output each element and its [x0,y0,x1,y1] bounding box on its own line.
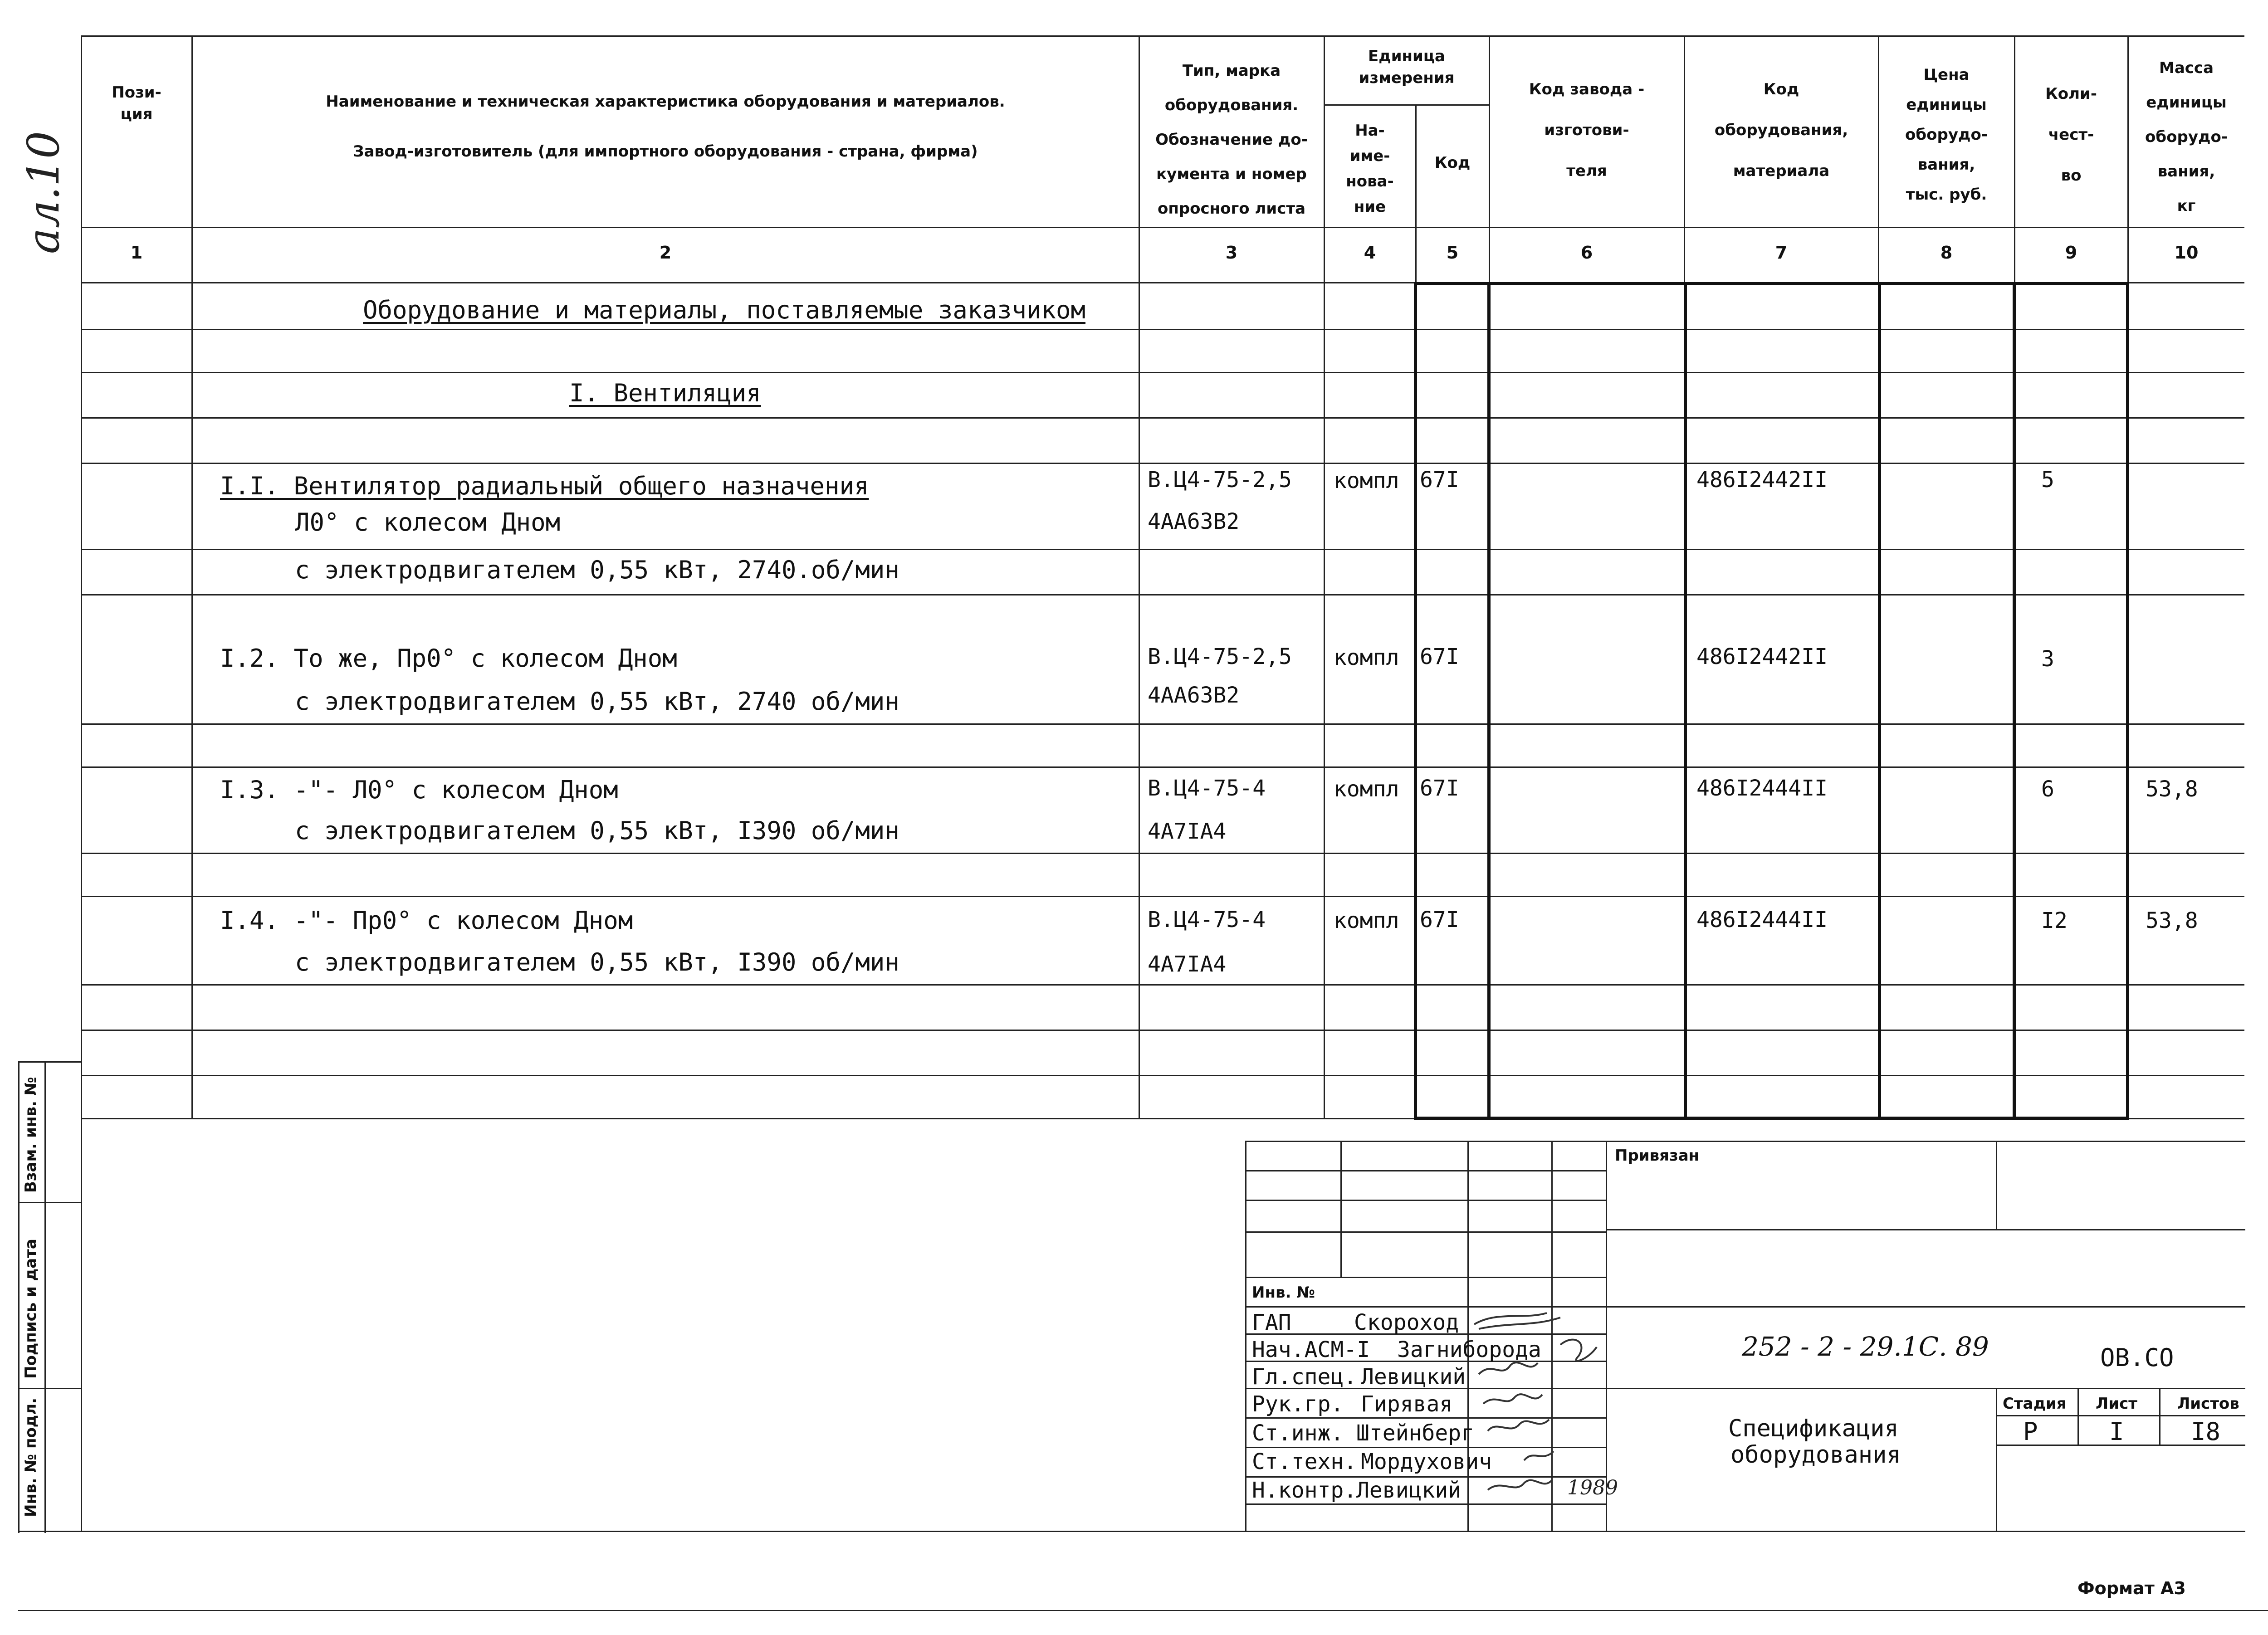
header-name-line1: Наименование и техническая характеристика оборудования и материалов. [326,93,1005,111]
thick-border [2013,282,2016,1120]
tb-right-h [1996,1415,2245,1416]
tb-grid-h [1245,1231,1606,1233]
item-line: с электродвигателем 0,55 кВт, I390 об/мин [295,948,899,976]
tb-right-v [1996,1388,1997,1532]
tb-sheets: I8 [2191,1417,2221,1446]
row-line [81,417,2244,419]
signer-name: Левицкий [1361,1364,1466,1390]
row-line [81,463,2244,464]
row-line [81,329,2244,330]
tb-sheets-label: Листов [2177,1395,2239,1413]
item-mass: 53,8 [2146,776,2198,802]
header-unit-group: Единица измерения [1359,47,1455,87]
row-line [81,766,2244,768]
item-equip-code: 486I2442II [1696,467,1828,493]
signer-name: Мордухович [1361,1449,1492,1474]
tb-doc-title-1: Спецификация [1728,1415,1899,1442]
header-equip-code: Код оборудования, материала [1714,80,1848,180]
thick-border-top [1415,282,2127,285]
header-position: Пози- ция [112,83,161,123]
header-type: Тип, марка оборудования. Обозначение до- кумента и номер опросного листа [1155,62,1308,218]
item-unit: компл [1334,776,1399,802]
signer-name: Штейнберг [1356,1420,1475,1446]
row-line [81,372,2244,373]
signer-name: Левицкий [1356,1478,1461,1503]
item-type: 4А7IА4 [1148,952,1227,977]
tb-top [1245,1141,2245,1142]
header-name-line2: Завод-изготовитель (для импортного оборудования - страна, фирма) [353,142,978,161]
item-line: I.4. -"- Пр0° с колесом Дном [220,906,633,935]
item-unit: компл [1334,908,1399,933]
item-mass: 53,8 [2146,908,2198,933]
side-stamp-divider [44,1061,46,1533]
colnum-10: 10 [2174,243,2199,263]
signer-role: Ст.техн. [1252,1449,1357,1474]
tb-right-h [1606,1229,2245,1230]
header-maker-code: Код завода - изготови- теля [1529,80,1645,180]
tb-inv-no: Инв. № [1252,1284,1315,1302]
signer-role: Н.контр. [1252,1478,1357,1503]
tb-grid-v [1606,1141,1607,1531]
tb-grid-h [1245,1170,1606,1171]
subsection-title: I. Вентиляция [569,379,761,407]
item-unit-code: 67I [1420,907,1459,932]
item-line: с электродвигателем 0,55 кВт, 2740.об/мин [295,556,899,584]
side-stamp-top [18,1061,82,1063]
header-unit-code: Код [1434,154,1471,172]
side-stamp-left [18,1061,20,1533]
side-label-vzam: Взам. инв. № [22,1077,40,1193]
side-stamp-row [18,1202,82,1203]
colnum-1: 1 [130,243,143,263]
format-label: Формат А3 [2077,1578,2186,1598]
item-unit-code: 67I [1420,776,1459,801]
row-line [81,853,2244,854]
section-title: Оборудование и материалы, поставляемые заказчиком [363,296,1086,324]
signer-role: Нач.АСМ-I [1252,1337,1370,1362]
item-unit: компл [1334,468,1399,493]
item-type: В.Ц4-75-4 [1148,776,1266,801]
signer-name: Загниборода [1397,1337,1541,1362]
tb-sheet: I [2109,1417,2124,1446]
row-line [81,896,2244,897]
item-unit: компл [1334,645,1399,670]
row-line [81,723,2244,725]
col-line [191,35,193,1119]
signer-role: Гл.спец. [1252,1364,1357,1390]
colnum-4: 4 [1364,243,1376,263]
item-equip-code: 486I2444II [1696,776,1828,801]
signature-scribbles [1470,1306,1606,1506]
item-equip-code: 486I2444II [1696,907,1828,932]
item-qty: I2 [2041,908,2068,933]
item-line: I.3. -"- Л0° с колесом Дном [220,776,618,804]
item-qty: 6 [2041,776,2054,802]
thick-border-right [2126,282,2129,1120]
tb-stage: Р [2023,1417,2038,1446]
header-price: Цена единицы оборудо- вания, тыс. руб. [1905,66,1988,204]
row-line [81,984,2244,986]
item-type: В.Ц4-75-4 [1148,907,1266,932]
row-line [81,594,2244,595]
item-type: 4АА63В2 [1148,509,1240,534]
signer-role: Ст.инж. [1252,1420,1344,1446]
item-unit-code: 67I [1420,644,1459,669]
side-stamp-row [18,1388,82,1389]
tb-privyazan: Привязан [1615,1147,1700,1165]
item-line: I.I. Вентилятор радиальный общего назначения [220,472,869,500]
item-line: с электродвигателем 0,55 кВт, I390 об/мин [295,816,899,845]
tb-doc-title-2: оборудования [1730,1441,1901,1469]
tb-doc-code: 252 - 2 - 29.1С. 89 [1742,1331,1989,1362]
sign-date: 1989 [1567,1476,1618,1499]
row-line [81,549,2244,550]
tb-sheet-label: Лист [2096,1395,2137,1413]
tb-grid-h [1245,1277,1606,1278]
header-mass: Масса единицы оборудо- вания, кг [2145,59,2228,215]
thick-border [1878,282,1881,1120]
thick-border [1684,282,1687,1120]
thick-border-left [1414,282,1417,1120]
colnum-9: 9 [2065,243,2077,263]
item-type: В.Ц4-75-2,5 [1148,467,1292,493]
row-line [81,1030,2244,1031]
item-type: В.Ц4-75-2,5 [1148,644,1292,669]
colnum-3: 3 [1225,243,1238,263]
tb-doc-mark: ОВ.СО [2100,1343,2174,1372]
signer-role: ГАП [1252,1310,1291,1335]
side-label-podpis: Подпись и дата [22,1239,40,1379]
colnum-2: 2 [659,243,672,263]
signer-name: Гирявая [1361,1391,1453,1417]
colnum-6: 6 [1580,243,1593,263]
tb-stage-label: Стадия [2003,1395,2067,1413]
item-unit-code: 67I [1420,467,1459,493]
colnum-5: 5 [1446,243,1459,263]
colnum-7: 7 [1775,243,1788,263]
item-qty: 3 [2041,646,2054,672]
signer-name: Скороход [1354,1310,1459,1335]
signer-role: Рук.гр. [1252,1391,1344,1417]
header-qty: Коли- чест- во [2045,85,2097,185]
table-top-line [81,35,2244,37]
thick-border-bottom [1415,1117,2127,1120]
row-line [81,1075,2244,1076]
header-unit-name: На- име- нова- ние [1346,122,1394,216]
tb-grid-h [1245,1200,1606,1201]
item-equip-code: 486I2442II [1696,644,1828,669]
tb-right-v [2077,1388,2079,1445]
unit-group-line [1324,104,1489,106]
header-bottom-line [81,227,2244,228]
item-line: с электродвигателем 0,55 кВт, 2740 об/мин [295,687,899,716]
side-label-inv-podl: Инв. № подл. [22,1397,40,1517]
item-qty: 5 [2041,467,2054,493]
tb-grid-h [1245,1306,2245,1308]
tb-right-v [1996,1141,1997,1229]
item-type: 4А7IА4 [1148,819,1227,844]
side-stamp-bottom [18,1531,2245,1532]
sheet-mark: ал.10 [18,131,69,254]
colnum-8: 8 [1940,243,1953,263]
tb-grid-v [1340,1141,1342,1277]
item-type: 4АА63В2 [1148,683,1240,708]
thick-border [1487,282,1491,1120]
item-line: Л0° с колесом Дном [295,508,561,537]
tb-right-v [2159,1388,2160,1445]
item-line: I.2. То же, Пр0° с колесом Дном [220,644,677,673]
page-bottom-line [18,1610,2268,1611]
